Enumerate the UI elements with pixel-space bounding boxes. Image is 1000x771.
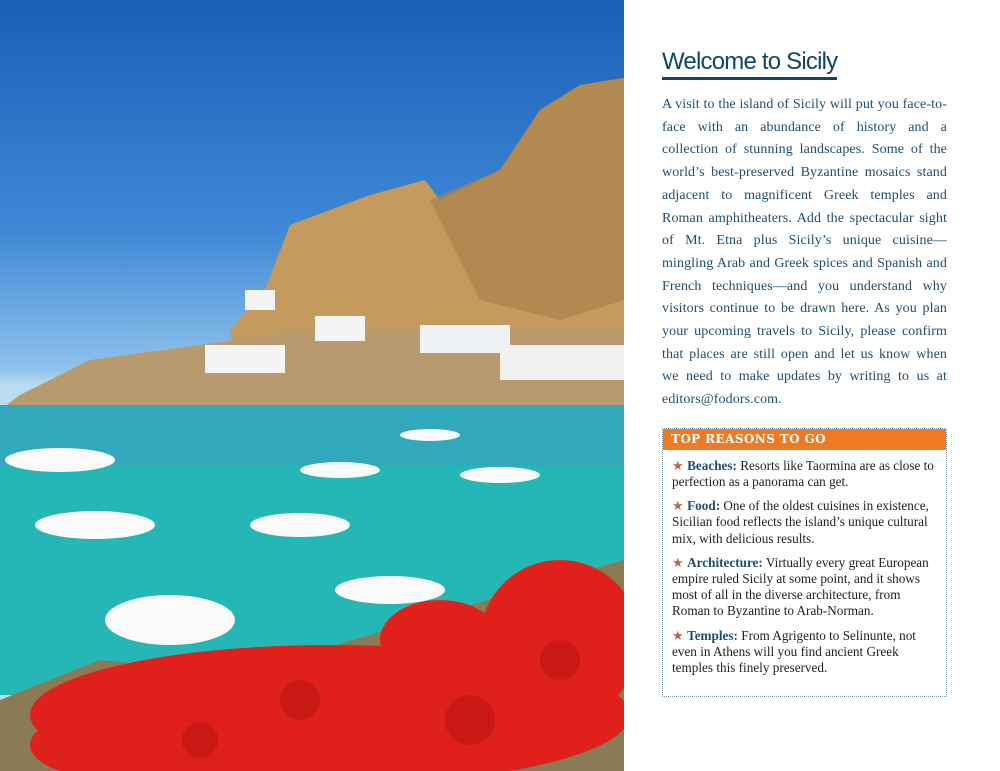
text-page <box>662 48 947 697</box>
reason-text: Virtually every great European empire ruled Sicily at some point, and it shows most of all in the diverse architecture, from Roman to Byzantine to Arab-Norman. <box>672 554 929 619</box>
star-icon: ★ <box>672 554 684 570</box>
house <box>205 345 285 373</box>
top-reasons-box <box>662 428 947 697</box>
reason-label: Architecture: <box>687 554 763 570</box>
reason-item <box>672 628 938 677</box>
reason-item <box>672 498 938 547</box>
star-icon: ★ <box>672 627 684 643</box>
star-icon: ★ <box>672 498 684 514</box>
reason-item <box>672 555 938 620</box>
star-icon: ★ <box>672 457 684 473</box>
reason-label: Beaches: <box>687 457 737 473</box>
page-title: Welcome to Sicily <box>662 48 837 80</box>
house <box>315 316 365 341</box>
reason-text: One of the oldest cuisines in existence, Sicilian food reflects the island’s unique cultural mix, with delicious results. <box>672 498 929 546</box>
reason-label: Temples: <box>687 627 738 643</box>
intro-paragraph: A visit to the island of Sicily will put you face-to-face with an abundance of history and a collection of stunning landscapes. Some of the world’s best-preserved Byzantine mosaics stand adjacent to magnificent Greek temples and Roman amphitheaters. Add the spectacular sight of Mt. Etna plus Sicily’s unique cuisine—mingling Arab and Greek spices and Spanish and French techniques—and you understand why visitors continue to be drawn here. As you plan your upcoming travels to Sicily, please confirm that places are still open and let us know when we need to make updates by writing to us at editors@fodors.com. <box>662 97 947 408</box>
house <box>245 290 275 310</box>
reason-text: Resorts like Taormina are as close to perfection as a panorama can get. <box>672 457 934 490</box>
house <box>500 345 624 380</box>
reason-item <box>672 458 938 490</box>
reason-label: Food: <box>687 498 721 514</box>
reason-text: From Agrigento to Selinunte, not even in Athens will you find ancient Greek temples this finely preserved. <box>672 627 916 676</box>
house <box>420 325 510 353</box>
top-reasons-heading: TOP REASONS TO GO <box>663 429 946 450</box>
